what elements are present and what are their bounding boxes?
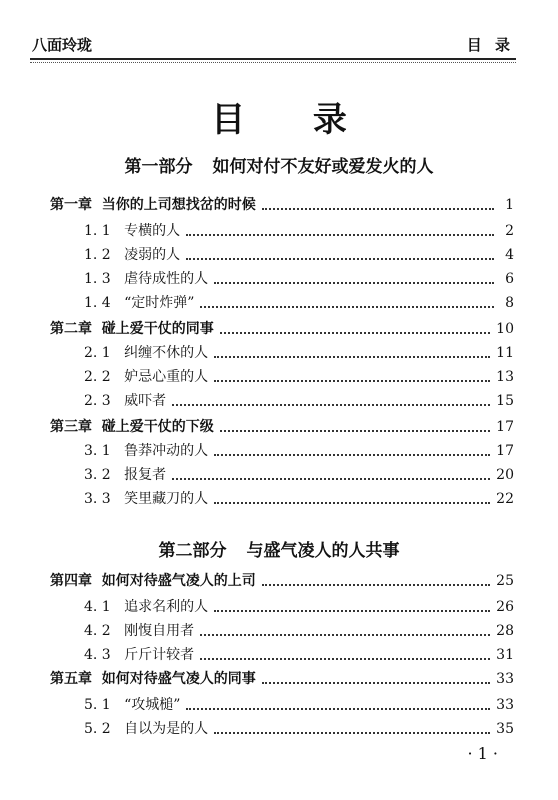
toc-entry-number: 第一章 <box>50 197 92 213</box>
toc-page-number: 22 <box>496 491 514 507</box>
toc-page-number: 35 <box>496 721 514 737</box>
dot-leader <box>214 501 490 504</box>
part-heading-2 <box>0 536 558 561</box>
toc-spacer <box>111 646 124 664</box>
toc-entry-title: 自以为是的人 <box>124 721 209 737</box>
toc-spacer <box>111 270 124 288</box>
toc-page-number: 33 <box>496 697 514 713</box>
page-number: · 1 · <box>467 744 498 763</box>
toc-section-row <box>50 692 514 714</box>
toc-entry-title: 报复者 <box>124 467 167 483</box>
dot-leader <box>214 379 490 382</box>
toc-page-number: 2 <box>505 223 514 239</box>
toc-entry-title: “攻城槌” <box>124 697 181 713</box>
toc-page-number: 31 <box>496 647 514 663</box>
toc-page-number: 20 <box>496 467 514 483</box>
toc-spacer <box>111 442 124 460</box>
toc-page-number: 15 <box>496 393 514 409</box>
toc-spacer <box>92 320 102 338</box>
toc-entry-title: 如何对待盛气凌人的上司 <box>101 573 256 589</box>
toc-entry-title: 碰上爱干仗的同事 <box>101 321 214 337</box>
toc-entry-title: 威吓者 <box>124 393 167 409</box>
toc-entry-number: 1. 2 <box>84 247 111 263</box>
toc-chapter-row <box>50 316 514 338</box>
toc-section-row <box>50 266 514 288</box>
dot-leader <box>186 707 490 710</box>
toc-section-row <box>50 462 514 484</box>
toc-entry-number: 2. 1 <box>84 345 111 361</box>
toc-page-number: 17 <box>496 419 514 435</box>
toc-entry-title: “定时炸弹” <box>124 295 195 311</box>
toc-section-row <box>50 618 514 640</box>
toc-entry-title: 专横的人 <box>124 223 181 239</box>
toc-entry-number: 1. 1 <box>84 223 111 239</box>
toc-entry-title: 笑里藏刀的人 <box>124 491 209 507</box>
toc-entry-number: 第五章 <box>50 671 92 687</box>
toc-spacer <box>111 720 124 738</box>
toc-page-number: 4 <box>505 247 514 263</box>
toc-spacer <box>111 598 124 616</box>
toc-entry-title: 虐待成性的人 <box>124 271 209 287</box>
toc-spacer <box>111 246 124 264</box>
toc-entry-number: 4. 1 <box>84 599 111 615</box>
toc-spacer <box>111 490 124 508</box>
toc-section-row <box>50 364 514 386</box>
toc-entry-number: 4. 2 <box>84 623 111 639</box>
toc-spacer <box>92 196 102 214</box>
dot-leader <box>214 453 490 456</box>
toc-entry-title: 追求名利的人 <box>124 599 209 615</box>
toc-spacer <box>111 222 124 240</box>
toc-section-row <box>50 388 514 410</box>
dot-leader <box>172 477 490 480</box>
dot-leader <box>186 233 494 236</box>
dot-leader <box>220 429 490 432</box>
toc-page-number: 25 <box>496 573 514 589</box>
toc-spacer <box>92 418 102 436</box>
toc-spacer <box>92 670 102 688</box>
toc-page-number: 26 <box>496 599 514 615</box>
toc-entry-number: 1. 3 <box>84 271 111 287</box>
toc-page-number: 33 <box>496 671 514 687</box>
toc-entry-number: 4. 3 <box>84 647 111 663</box>
toc-entry-number: 第四章 <box>50 573 92 589</box>
toc-section-row <box>50 594 514 616</box>
toc-section-row <box>50 218 514 240</box>
part-label: 第二部分 <box>158 541 227 561</box>
toc-entry-title: 刚愎自用者 <box>124 623 195 639</box>
toc-spacer <box>111 466 124 484</box>
toc-entry-title: 纠缠不休的人 <box>124 345 209 361</box>
toc-entry-title: 如何对待盛气凌人的同事 <box>101 671 256 687</box>
header-section: 目 录 <box>466 36 514 54</box>
book-title: 八面玲珑 <box>32 36 93 54</box>
dot-leader <box>214 355 490 358</box>
toc-entry-title: 鲁莽冲动的人 <box>124 443 209 459</box>
dot-leader <box>214 731 490 734</box>
dot-leader <box>200 633 490 636</box>
toc-entry-title: 当你的上司想找岔的时候 <box>101 197 256 213</box>
toc-section-row <box>50 716 514 738</box>
toc-spacer <box>111 294 124 312</box>
toc-entry-number: 2. 3 <box>84 393 111 409</box>
toc-section-row <box>50 486 514 508</box>
toc-entry-title: 凌弱的人 <box>124 247 181 263</box>
dot-leader <box>262 583 490 586</box>
dot-leader <box>262 207 494 210</box>
toc-chapter-row <box>50 666 514 688</box>
toc-entry-number: 5. 1 <box>84 697 111 713</box>
header-divider <box>30 62 516 63</box>
toc-spacer <box>111 392 124 410</box>
toc-entry-title: 碰上爱干仗的下级 <box>101 419 214 435</box>
part-title: 如何对付不友好或爱发火的人 <box>212 157 434 177</box>
dot-leader <box>262 681 490 684</box>
toc-section-row <box>50 438 514 460</box>
toc-spacer <box>111 368 124 386</box>
toc-entry-number: 3. 3 <box>84 491 111 507</box>
toc-section-row <box>50 242 514 264</box>
toc-entry-number: 3. 2 <box>84 467 111 483</box>
toc-entry-number: 1. 4 <box>84 295 111 311</box>
dot-leader <box>220 331 490 334</box>
dot-leader <box>214 281 494 284</box>
part-label: 第一部分 <box>124 157 193 177</box>
toc-entry-number: 3. 1 <box>84 443 111 459</box>
toc-page-number: 28 <box>496 623 514 639</box>
dot-leader <box>172 403 490 406</box>
dot-leader <box>200 657 490 660</box>
toc-page-number: 17 <box>496 443 514 459</box>
toc-entry-number: 第二章 <box>50 321 92 337</box>
dot-leader <box>200 305 494 308</box>
toc-spacer <box>111 622 124 640</box>
running-header <box>30 30 516 60</box>
toc-section-row <box>50 290 514 312</box>
toc-chapter-row <box>50 192 514 214</box>
part-title: 与盛气凌人的人共事 <box>246 541 400 561</box>
toc-entry-title: 斤斤计较者 <box>124 647 195 663</box>
toc-page-number: 11 <box>496 345 514 361</box>
toc-section-row <box>50 642 514 664</box>
toc-entry-title: 妒忌心重的人 <box>124 369 209 385</box>
toc-page-number: 13 <box>496 369 514 385</box>
toc-entry-number: 5. 2 <box>84 721 111 737</box>
part-heading-1 <box>0 152 558 177</box>
toc-section-row <box>50 340 514 362</box>
toc-entry-number: 第三章 <box>50 419 92 435</box>
toc-page-number: 10 <box>496 321 514 337</box>
toc-page-number: 6 <box>505 271 514 287</box>
toc-spacer <box>92 572 102 590</box>
toc-spacer <box>111 696 124 714</box>
toc-chapter-row <box>50 568 514 590</box>
toc-entry-number: 2. 2 <box>84 369 111 385</box>
toc-page-number: 1 <box>505 197 514 213</box>
toc-spacer <box>111 344 124 362</box>
page-title: 目 录 <box>211 100 375 140</box>
dot-leader <box>186 257 494 260</box>
toc-chapter-row <box>50 414 514 436</box>
dot-leader <box>214 609 490 612</box>
toc-page-number: 8 <box>505 295 514 311</box>
